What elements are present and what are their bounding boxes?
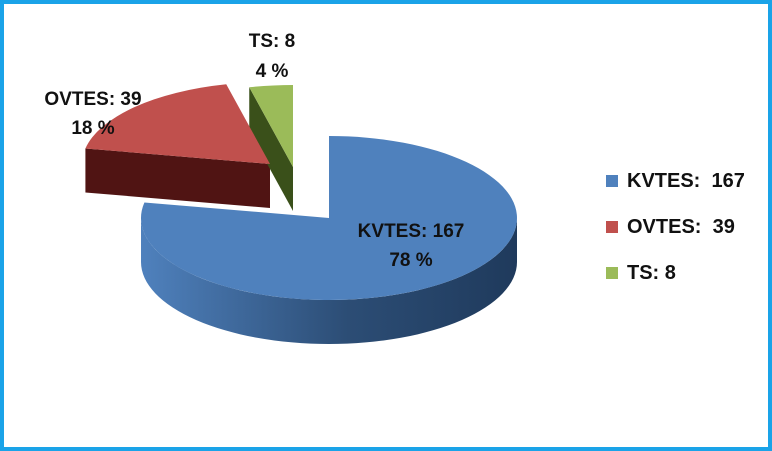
- legend-item-ovtes: [606, 216, 745, 238]
- slice-label-ts-name: TS: 8: [248, 31, 296, 52]
- legend-swatch-ts: [606, 267, 618, 279]
- legend-label-ovtes: OVTES: 39: [627, 215, 735, 238]
- slices-layer: [85, 84, 517, 344]
- legend-label-kvtes: KVTES: 167: [627, 169, 745, 192]
- slice-label-ovtes-name: OVTES: 39: [44, 89, 142, 110]
- slice-label-ts-percent: 4 %: [255, 61, 289, 82]
- legend-swatch-kvtes: [606, 175, 618, 187]
- chart-legend: [606, 170, 745, 308]
- slice-label-ovtes-percent: 18 %: [71, 118, 115, 139]
- slice-label-kvtes-name: KVTES: 167: [357, 221, 465, 242]
- legend-item-ts: [606, 262, 745, 284]
- legend-swatch-ovtes: [606, 221, 618, 233]
- slice-label-kvtes-percent: 78 %: [389, 250, 433, 271]
- legend-item-kvtes: [606, 170, 745, 192]
- legend-label-ts: TS: 8: [627, 261, 676, 284]
